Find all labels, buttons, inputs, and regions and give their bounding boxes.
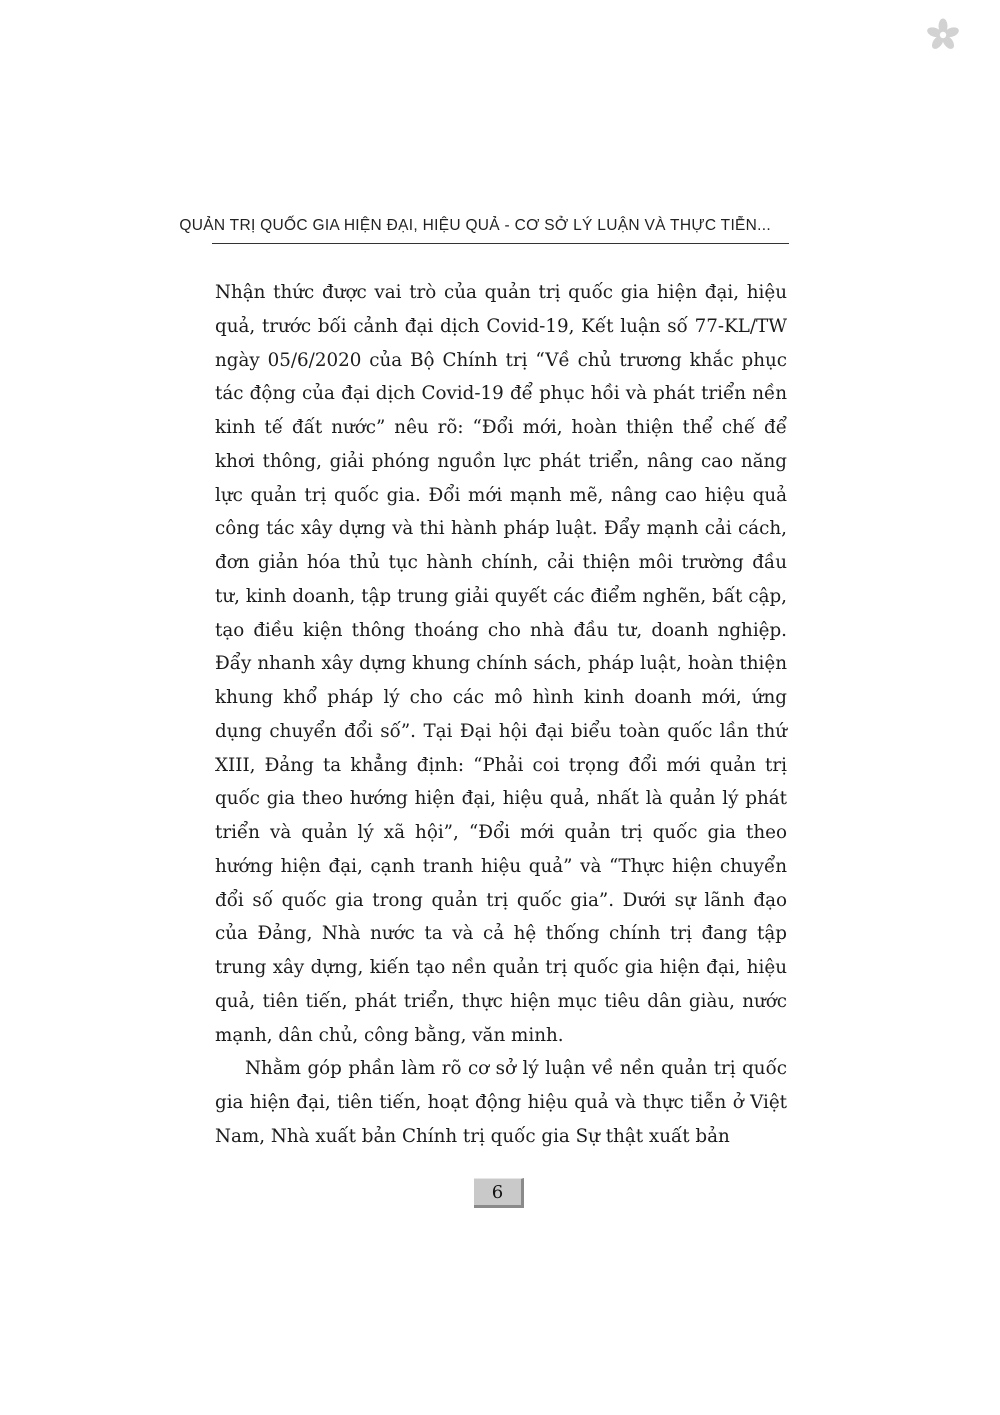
flower-ornament-icon	[926, 18, 960, 52]
running-header	[179, 217, 789, 244]
paragraph: Nhằm góp phần làm rõ cơ sở lý luận về nền quản trị quốc gia hiện đại, tiên tiến, hoạt động hiệu quả và thực tiễn ở Việt Nam, Nhà xuất bản Chính trị quốc gia Sự thật xuất bản	[215, 1058, 787, 1147]
body-text	[215, 276, 787, 1154]
page-number	[474, 1178, 524, 1208]
paragraph: Nhận thức được vai trò của quản trị quốc gia hiện đại, hiệu quả, trước bối cảnh đại dịch Covid-19, Kết luận số 77-KL/TW ngày 05/6/2020 của Bộ Chính trị “Về chủ trương khắc phục tác động của đại dịch Covid-19 để phục hồi và phát triển nền kinh tế đất nước” nêu rõ: “Đổi mới, hoàn thiện thể chế để khơi thông, giải phóng nguồn lực phát triển, nâng cao năng lực quản trị quốc gia. Đổi mới mạnh mẽ, nâng cao hiệu quả công tác xây dựng và thi hành pháp luật. Đẩy mạnh cải cách, đơn giản hóa thủ tục hành chính, cải thiện môi trường đầu tư, kinh doanh, tập trung giải quyết các điểm nghẽn, bất cập, tạo điều kiện thông thoáng cho nhà đầu tư, doanh nghiệp. Đẩy nhanh xây dựng khung chính sách, pháp luật, hoàn thiện khung khổ pháp lý cho các mô hình kinh doanh mới, ứng dụng chuyển đổi số”. Tại Đại hội đại biểu toàn quốc lần thứ XIII, Đảng ta khẳng định: “Phải coi trọng đổi mới quản trị quốc gia theo hướng hiện đại, hiệu quả, nhất là quản lý phát triển và quản lý xã hội”, “Đổi mới quản trị quốc gia theo hướng hiện đại, cạnh tranh hiệu quả” và “Thực hiện chuyển đổi số quốc gia trong quản trị quốc gia”. Dưới sự lãnh đạo của Đảng, Nhà nước ta và cả hệ thống chính trị đang tập trung xây dựng, kiến tạo nền quản trị quốc gia hiện đại, hiệu quả, tiên tiến, phát triển, thực hiện mục tiêu dân giàu, nước mạnh, dân chủ, công bằng, văn minh.	[215, 282, 787, 1046]
page-number-label: 6	[491, 1181, 504, 1203]
running-header-title: QUẢN TRỊ QUỐC GIA HIỆN ĐẠI, HIỆU QUẢ - CƠ SỞ LÝ LUẬN VÀ THỰC TIỄN...	[179, 217, 771, 234]
